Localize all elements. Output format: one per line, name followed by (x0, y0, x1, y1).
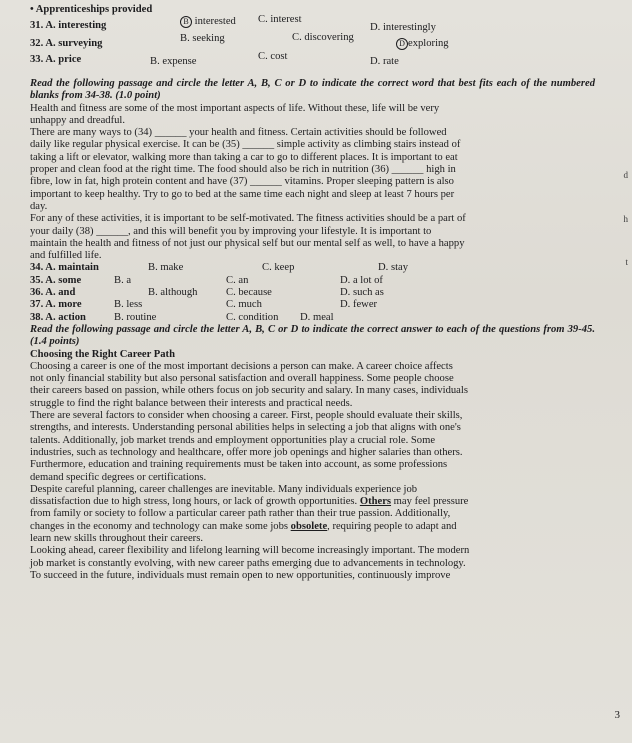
edge-mark: d (623, 170, 628, 180)
passage-line: and fulfilled life. (30, 250, 102, 262)
circled-answer: D (396, 38, 408, 50)
option-c: C. much (226, 299, 262, 311)
option-d: D. a lot of (340, 274, 383, 286)
option-a: 35. A. some (30, 274, 82, 286)
option-a: 36. A. and (30, 287, 76, 299)
section1-instruction: Read the following passage and circle the letter A, B, C or D to indicate the correct word that best fits each of the numbered blanks from 34-38. (1.0 point) (30, 78, 595, 102)
passage-line: dissatisfaction due to high stress, long hours, or lack of growth opportunities. Others may feel pressure (30, 496, 469, 508)
q31-b: B interested (180, 16, 236, 28)
worksheet-content (30, 4, 595, 582)
edge-mark: t (625, 257, 628, 267)
passage-line: learn new skills throughout their careers. (30, 532, 203, 544)
option-c: C. keep (262, 262, 295, 274)
passage-line: changes in the economy and technology can make some jobs obsolete, requiring people to adapt and (30, 520, 457, 532)
passage-line: unhappy and dreadful. (30, 114, 126, 126)
q31-d: D. interestingly (370, 22, 436, 33)
passage-line: Choosing a career is one of the most important decisions a person can make. A career choice affects (30, 360, 453, 372)
header-line: • Apprenticeships provided (30, 4, 153, 15)
passage-line: strengths, and interests. Understanding personal abilities helps in selecting a job that aligns with one's (30, 422, 461, 434)
passage-line: talents. Additionally, job market trends and employment opportunities play a crucial role. Some (30, 434, 436, 446)
option-c: C. an (226, 274, 249, 286)
option-row (30, 299, 595, 311)
option-b: B. a (114, 274, 132, 286)
option-b: B. routine (114, 311, 157, 323)
passage-line: fibre, low in fat, high protein content and have (37) ______ vitamins. Proper sleeping pattern is also (30, 176, 454, 188)
q33-d: D. rate (370, 56, 399, 67)
passage-line: Looking ahead, career flexibility and lifelong learning will become increasingly important. The modern (30, 545, 470, 557)
option-d: D. such as (340, 287, 384, 299)
passage-line: from family or society to follow a particular career path rather than their true passion. Additionally, (30, 508, 451, 520)
passage-line: There are several factors to consider when choosing a career. First, people should evaluate their skills, (30, 410, 463, 422)
circled-answer: B (180, 16, 192, 28)
passage-line: their careers based on passion, while others focus on job security and salary. In many cases, individuals (30, 385, 468, 397)
q33-b: B. expense (150, 56, 197, 67)
q32-c: C. discovering (292, 32, 354, 43)
passage-line: day. (30, 200, 48, 212)
option-row (30, 262, 595, 274)
passage-line: important to keep healthy. Try to go to bed at the same time each night and sleep at least 7 hours per (30, 188, 455, 200)
passage-title: Choosing the Right Career Path (30, 348, 175, 360)
previous-questions (30, 4, 595, 78)
passage-line: struggle to find the right balance between their interests and practical needs. (30, 397, 353, 409)
passage-line: your daily (38) ______, and this will benefit you by improving your lifestyle. It is important to (30, 225, 432, 237)
option-d: D. meal (300, 311, 334, 323)
passage-line: Furthermore, education and training requirements must be taken into account, as some professions (30, 459, 448, 471)
passage-line: To succeed in the future, individuals must remain open to new opportunities, continuously improve (30, 569, 451, 581)
passage-line: There are many ways to (34) ______ your health and fitness. Certain activities should be followed (30, 127, 447, 139)
option-row (30, 312, 595, 324)
option-d: D. stay (378, 262, 409, 274)
passage-line: taking a lift or elevator, walking more than taking a car to go to different places. It is important to eat (30, 151, 458, 163)
passage-line: demand specific degrees or certifications. (30, 471, 207, 483)
section1-passage (30, 103, 595, 263)
option-c: C. condition (226, 311, 279, 323)
passage-line: Health and fitness are some of the most important aspects of life. Without these, life will be very (30, 102, 440, 114)
passage-line: daily like regular physical exercise. It can be (35) ______ simple activity as climbing stairs instead of (30, 139, 461, 151)
q33-a: 33. A. price (30, 54, 82, 65)
passage-line: proper and clean food at the right time. The food should also be rich in nutrition (36) ______ high in (30, 164, 456, 176)
q33-c: C. cost (258, 51, 288, 62)
passage-line: maintain the health and fitness of not just our physical self but our mental self as well, to have a happy (30, 237, 465, 249)
edge-mark: h (623, 214, 628, 224)
option-row (30, 287, 595, 299)
option-row (30, 275, 595, 287)
q31-c: C. interest (258, 14, 302, 25)
option-b: B. make (148, 262, 184, 274)
option-a: 34. A. maintain (30, 262, 99, 274)
q32-a: 32. A. surveying (30, 38, 103, 49)
section2-instruction: Read the following passage and circle the letter A, B, C or D to indicate the correct answer to each of the questions from 39-45. (1.4 points) (30, 323, 595, 348)
passage-line: not only financial stability but also personal satisfaction and overall happiness. Some people choose (30, 373, 454, 385)
q32-b: B. seeking (180, 33, 225, 44)
option-b: B. less (114, 299, 143, 311)
section1-options (30, 262, 595, 323)
page-number: 3 (614, 709, 620, 721)
option-a: 37. A. more (30, 299, 82, 311)
passage-line: For any of these activities, it is important to be self-motivated. The fitness activities should be a part of (30, 213, 466, 225)
option-a: 38. A. action (30, 311, 86, 323)
passage-line: job market is constantly evolving, with new career paths emerging due to advancements in technology. (30, 557, 466, 569)
q31-a: 31. A. interesting (30, 20, 107, 31)
option-b: B. although (148, 287, 198, 299)
option-d: D. fewer (340, 299, 378, 311)
section2-passage (30, 361, 595, 582)
option-c: C. because (226, 287, 272, 299)
passage-line: industries, such as technology and healthcare, offer more job openings and higher salaries than others. (30, 446, 463, 458)
passage-line: Despite careful planning, career challenges are inevitable. Many individuals experience job (30, 483, 418, 495)
q32-d: D exploring (396, 38, 449, 50)
